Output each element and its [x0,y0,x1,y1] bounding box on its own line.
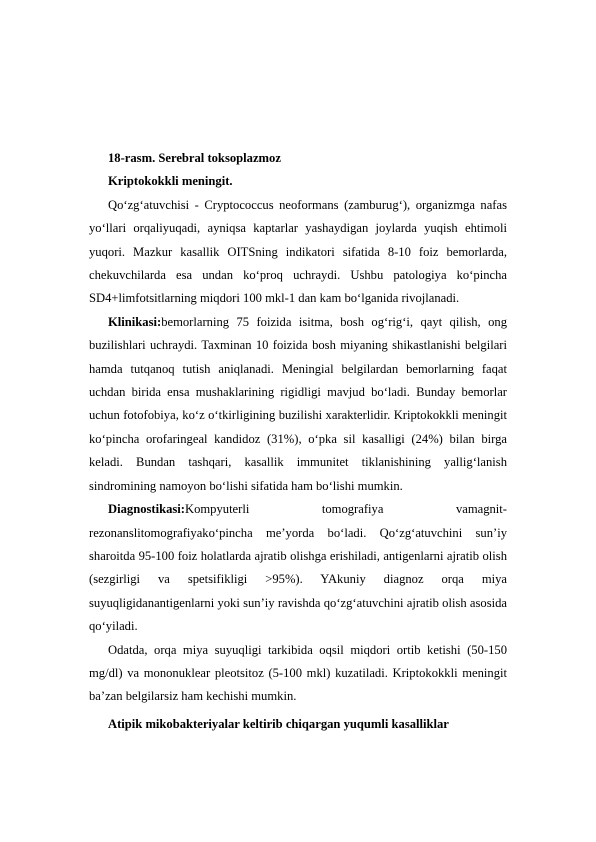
clinical-paragraph [89,311,507,498]
diagnostic-text: Kompyuterli tomografiya vamagnit-rezonanslitomografiyako‘pincha me’yorda bo‘ladi. Qo‘zg‘atuvchini sun’iy sharoitda 95-100 foiz holatlarda ajratib olishga erishiladi, antigenlarni ajratib olish (sezgirligi va spetsifikligi >95%). YAkuniy diagnoz orqa miya suyuqligidanantigenlarni yoki sun’iy ravishda qo‘zg‘atuvchini ajratib olish asosida qo‘yiladi. [89,502,507,634]
diagnostic-label: Diagnostikasi: [108,502,185,517]
intro-paragraph: Qo‘zg‘atuvchisi - Cryptococcus neoformans (zamburug‘), organizmga nafas yo‘llari orqaliyuqadi, ayniqsa kaptarlar yashaydigan joylarda yuqish ehtimoli yuqori. Mazkur kasallik OITSning indikatori sifatida 8-10 foiz bemorlarda, chekuvchilarda esa undan ko‘proq uchraydi. Ushbu patologiya ko‘pincha SD4+limfotsitlarning miqdori 100 mkl-1 dan kam bo‘lganida rivojlanadi. [89,197,507,306]
next-section-title: Atipik mikobakteriyalar keltirib chiqargan yuqumli kasalliklar [108,716,449,731]
clinical-label: Klinikasi: [108,314,162,329]
section-title: Kriptokokkli meningit. [108,174,233,189]
document-page [89,147,507,736]
clinical-text: bemorlarning 75 foizida isitma, bosh og‘rig‘i, qayt qilish, ong buzilishlari uchraydi. Taxminan 10 foizida bosh miyaning shikastlanishi belgilari hamda tutqanoq tutish aniqlanadi. Meningial belgilardan bemorlarning faqat uchdan birida ensa mushaklarining rigidligi mavjud bo‘ladi. Bunday bemorlar uchun fotofobiya, ko‘z o‘tkirligining buzilishi xarakterlidir. Kriptokokkli meningit ko‘pincha orofaringeal kandidoz (31%), o‘pka sil kasalligi (24%) bilan birga keladi. Bundan tashqari, kasallik immunitet tiklanishining yallig‘lanish sindromining namoyon bo‘lishi sifatida ham bo‘lishi mumkin. [89,314,507,493]
csf-paragraph: Odatda, orqa miya suyuqligi tarkibida oqsil miqdori ortib ketishi (50-150 mg/dl) va mononuklear pleotsitoz (5-100 mkl) kuzatiladi. Kriptokokkli meningit ba’zan belgilarsiz ham kechishi mumkin. [89,642,507,704]
figure-caption: 18-rasm. Serebral toksoplazmoz [108,151,281,165]
diagnostic-paragraph [89,498,507,638]
